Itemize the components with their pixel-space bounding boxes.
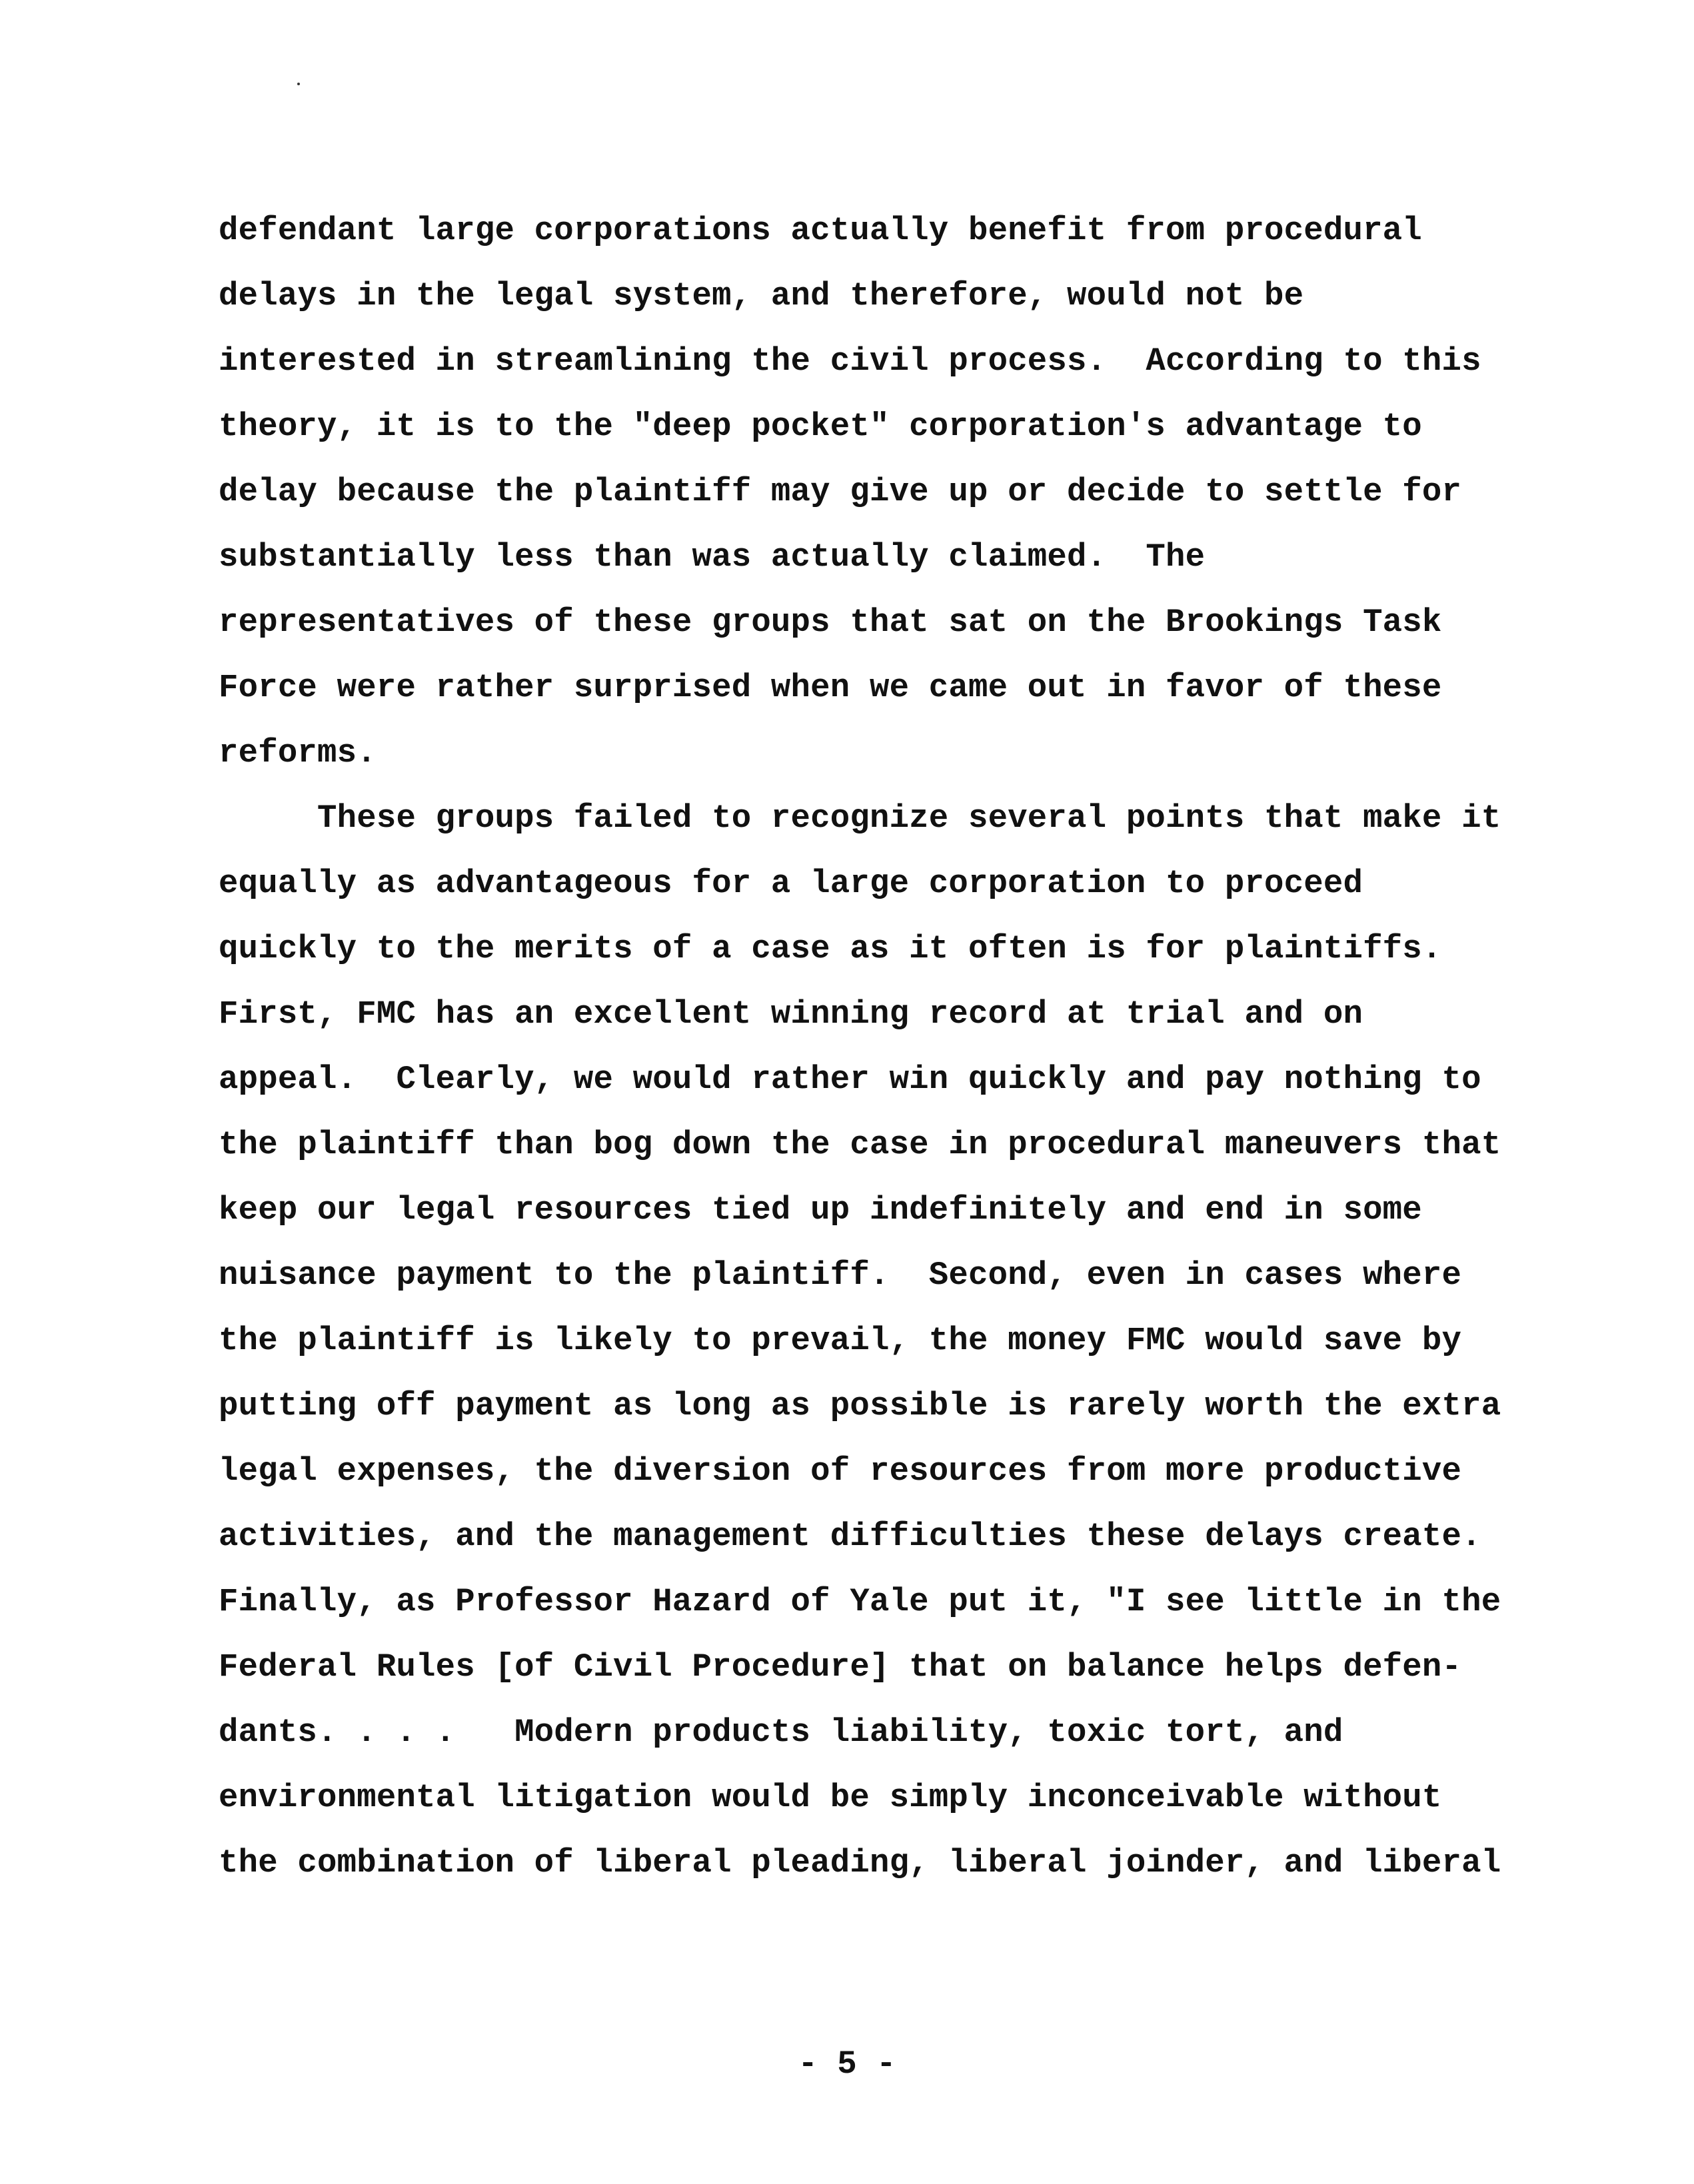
text-line: Finally, as Professor Hazard of Yale put it, "I see little in the bbox=[219, 1583, 1501, 1620]
text-line: putting off payment as long as possible is rarely worth the extra bbox=[219, 1387, 1501, 1424]
text-line: environmental litigation would be simply inconceivable without bbox=[219, 1779, 1442, 1816]
text-line: the plaintiff than bog down the case in procedural maneuvers that bbox=[219, 1126, 1501, 1163]
page-number: - 5 - bbox=[798, 2045, 896, 2083]
text-line: the plaintiff is likely to prevail, the money FMC would save by bbox=[219, 1322, 1462, 1359]
text-line: dants. . . . Modern products liability, toxic tort, and bbox=[219, 1714, 1343, 1751]
text-line: defendant large corporations actually benefit from procedural bbox=[219, 212, 1422, 249]
text-line: These groups failed to recognize several points that make it bbox=[219, 800, 1501, 837]
text-line: Force were rather surprised when we came out in favor of these bbox=[219, 669, 1442, 706]
text-line: delay because the plaintiff may give up or decide to settle for bbox=[219, 473, 1462, 510]
text-line: interested in streamlining the civil process. According to this bbox=[219, 342, 1481, 380]
text-line: reforms. bbox=[219, 734, 377, 772]
text-line: quickly to the merits of a case as it often is for plaintiffs. bbox=[219, 930, 1442, 967]
text-line: nuisance payment to the plaintiff. Second, even in cases where bbox=[219, 1257, 1462, 1294]
text-line: legal expenses, the diversion of resources from more productive bbox=[219, 1452, 1462, 1490]
scan-speck bbox=[297, 83, 300, 85]
text-line: substantially less than was actually claimed. The bbox=[219, 538, 1206, 576]
text-line: delays in the legal system, and therefore, would not be bbox=[219, 277, 1304, 314]
text-line: First, FMC has an excellent winning record at trial and on bbox=[219, 995, 1363, 1033]
text-line: appeal. Clearly, we would rather win quickly and pay nothing to bbox=[219, 1061, 1481, 1098]
text-line: representatives of these groups that sat on the Brookings Task bbox=[219, 604, 1442, 641]
text-line: keep our legal resources tied up indefinitely and end in some bbox=[219, 1191, 1422, 1229]
text-line: theory, it is to the "deep pocket" corporation's advantage to bbox=[219, 408, 1422, 445]
text-line: the combination of liberal pleading, liberal joinder, and liberal bbox=[219, 1844, 1501, 1882]
text-line: activities, and the management difficulties these delays create. bbox=[219, 1518, 1481, 1555]
text-line: Federal Rules [of Civil Procedure] that on balance helps defen- bbox=[219, 1648, 1462, 1686]
body-text bbox=[219, 207, 1518, 1904]
text-line: equally as advantageous for a large corporation to proceed bbox=[219, 865, 1363, 902]
